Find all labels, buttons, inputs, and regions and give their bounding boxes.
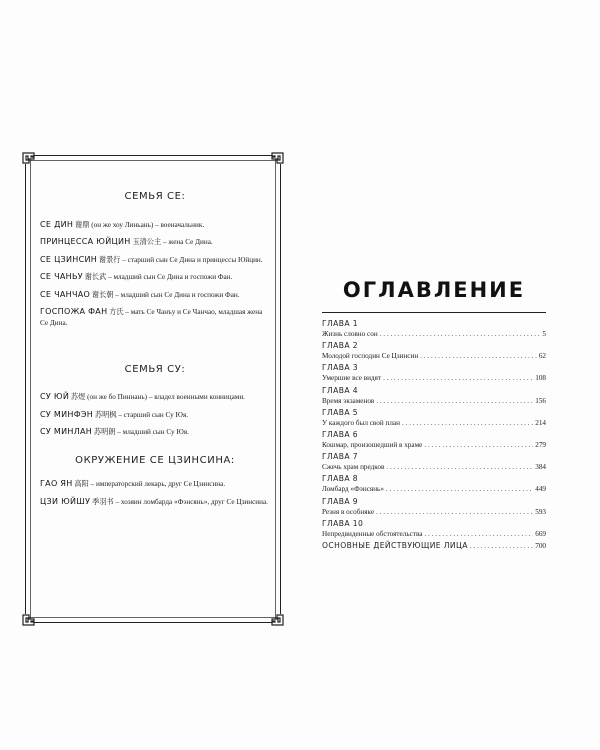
character-desc: 苏明枫 – старший сын Су Юя. bbox=[94, 410, 189, 419]
page-number: 214 bbox=[535, 418, 546, 427]
character-name: СУ МИНФЭН bbox=[40, 409, 94, 419]
chapter-label: ГЛАВА 1 bbox=[322, 319, 358, 328]
chapter-label: ГЛАВА 7 bbox=[322, 452, 358, 462]
page-number: 5 bbox=[542, 330, 546, 339]
chapter-title: Молодой господин Се Цзинсин bbox=[322, 352, 419, 361]
leader-dots bbox=[424, 529, 533, 540]
character-desc: 季羽书 – хозяин ломбарда «Фэнсянь», друг Се Цзинсина. bbox=[92, 497, 268, 506]
toc-item[interactable] bbox=[322, 451, 546, 473]
title-divider bbox=[322, 312, 546, 313]
toc-item[interactable] bbox=[322, 473, 546, 495]
character-desc: 高阳 – императорский лекарь, друг Се Цзинсина. bbox=[74, 480, 226, 489]
chapter-title: Сжечь храм предков bbox=[322, 463, 385, 472]
toc-item[interactable] bbox=[322, 385, 546, 407]
toc-item[interactable] bbox=[322, 340, 546, 362]
leader-dots bbox=[376, 507, 533, 518]
character-desc: 谢鼎 (он же хоу Линьань) – военачальник. bbox=[75, 220, 205, 229]
character-entry bbox=[40, 289, 270, 301]
chapter-label: ГЛАВА 8 bbox=[322, 474, 358, 484]
toc-item[interactable] bbox=[322, 407, 546, 429]
character-name: СУ ЮЙ bbox=[40, 392, 70, 401]
page-number: 156 bbox=[535, 396, 546, 405]
character-name: СЕ ЦЗИНСИН bbox=[40, 254, 98, 264]
corner-ornament-icon bbox=[266, 152, 284, 170]
chapter-title: Время экзаменов bbox=[322, 396, 375, 405]
chapter-label: ГЛАВА 10 bbox=[322, 518, 364, 528]
character-name: СЕ ДИН bbox=[40, 219, 74, 229]
page-number: 449 bbox=[535, 485, 546, 494]
chapter-label: ГЛАВА 6 bbox=[322, 429, 358, 439]
chapter-label: ГЛАВА 5 bbox=[322, 407, 358, 417]
toc-item[interactable] bbox=[322, 518, 546, 540]
character-list bbox=[40, 190, 270, 513]
toc-item[interactable] bbox=[322, 496, 546, 518]
page-number: 384 bbox=[535, 463, 546, 472]
character-desc: 方氏 – мать Се Чанъу и Се Чанчао, младшая жена Се Дина. bbox=[40, 308, 263, 328]
leader-dots bbox=[424, 440, 533, 451]
corner-ornament-icon bbox=[266, 608, 284, 626]
appendix-title: ОСНОВНЫЕ ДЕЙСТВУЮЩИЕ ЛИЦА bbox=[322, 540, 468, 550]
character-name: ГОСПОЖА ФАН bbox=[40, 307, 108, 317]
toc-item[interactable] bbox=[322, 318, 546, 340]
leader-dots bbox=[386, 462, 533, 473]
chapter-title: Умершие все видят bbox=[322, 374, 382, 383]
page-number: 279 bbox=[535, 441, 546, 450]
toc-item[interactable] bbox=[322, 540, 546, 552]
character-entry bbox=[40, 306, 270, 328]
character-desc: 谢景行 – старший сын Се Дина и принцессы Юйцин. bbox=[98, 255, 263, 264]
leader-dots bbox=[386, 484, 533, 495]
table-of-contents bbox=[322, 318, 546, 552]
character-entry bbox=[40, 478, 270, 490]
chapter-title: Кошмар, произошедший в храме bbox=[322, 441, 423, 450]
page-title: ОГЛАВЛЕНИЕ bbox=[342, 278, 526, 302]
chapter-title: Непредвиденные обстоятельства bbox=[322, 529, 423, 538]
character-entry bbox=[40, 271, 270, 283]
character-desc: 谢长武 – младший сын Се Дина и госпожи Фан. bbox=[84, 273, 233, 282]
character-desc: 谢长朝 – младший сын Се Дина и госпожи Фан. bbox=[91, 290, 240, 299]
section-title: ОКРУЖЕНИЕ СЕ ЦЗИНСИНА: bbox=[75, 454, 235, 466]
page-number: 62 bbox=[538, 352, 546, 361]
character-name: ПРИНЦЕССА ЮЙЦИН bbox=[40, 237, 131, 247]
toc-item[interactable] bbox=[322, 362, 546, 384]
chapter-title: Резня в особняке bbox=[322, 507, 375, 516]
leader-dots bbox=[376, 396, 533, 407]
leader-dots bbox=[420, 351, 537, 362]
character-entry bbox=[40, 254, 270, 266]
corner-ornament-icon bbox=[22, 608, 40, 626]
character-desc: 苏煜 (он же бо Пиннань) – владел военными конницами. bbox=[70, 393, 245, 401]
character-desc: 玉清公主 – жена Се Дина. bbox=[132, 238, 213, 247]
leader-dots bbox=[383, 373, 533, 384]
leader-dots bbox=[470, 541, 533, 552]
section-title: СЕМЬЯ СУ: bbox=[124, 363, 186, 375]
character-entry bbox=[40, 496, 270, 508]
character-entry bbox=[40, 426, 270, 438]
leader-dots bbox=[402, 418, 533, 429]
chapter-label: ГЛАВА 4 bbox=[322, 385, 358, 395]
page-number: 593 bbox=[535, 507, 546, 516]
chapter-label: ГЛАВА 2 bbox=[322, 341, 358, 351]
section-title: СЕМЬЯ СЕ: bbox=[124, 191, 186, 202]
character-name: СЕ ЧАНЬУ bbox=[40, 272, 83, 282]
chapter-title: У каждого был свой план bbox=[322, 418, 400, 427]
character-name: ЦЗИ ЮЙШУ bbox=[40, 496, 91, 506]
character-name: СЕ ЧАНЧАО bbox=[40, 289, 91, 299]
character-desc: 苏明朗 – младший сын Су Юя. bbox=[93, 428, 189, 437]
chapter-label: ГЛАВА 3 bbox=[322, 363, 358, 373]
page-number: 108 bbox=[535, 374, 546, 383]
page-number: 669 bbox=[535, 529, 546, 538]
page-number: 700 bbox=[535, 541, 546, 550]
character-name: СУ МИНЛАН bbox=[40, 427, 93, 437]
character-entry bbox=[40, 219, 270, 231]
character-entry bbox=[40, 409, 270, 421]
character-name: ГАО ЯН bbox=[40, 479, 73, 489]
character-entry bbox=[40, 236, 270, 248]
leader-dots bbox=[380, 329, 541, 340]
corner-ornament-icon bbox=[22, 152, 40, 170]
chapter-title: Ломбард «Фэнсянь» bbox=[322, 485, 384, 494]
chapter-title: Жизнь словно сон bbox=[322, 330, 378, 339]
character-entry bbox=[40, 391, 270, 403]
toc-item[interactable] bbox=[322, 429, 546, 451]
chapter-label: ГЛАВА 9 bbox=[322, 496, 358, 506]
